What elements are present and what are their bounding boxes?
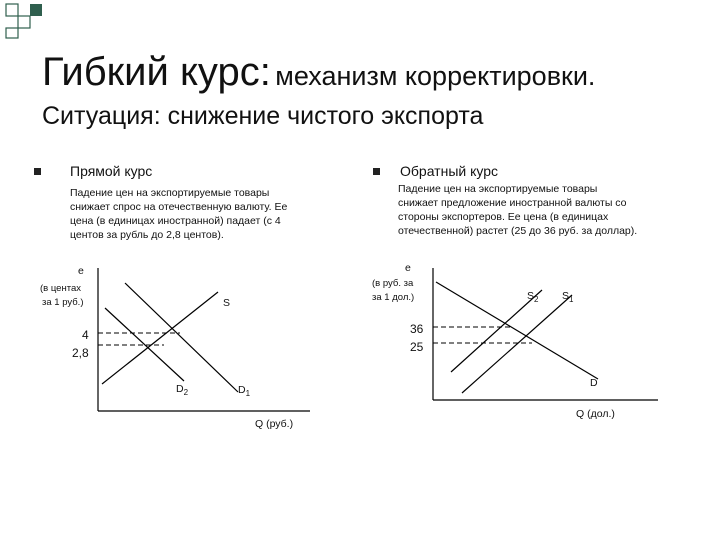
- right-s1-letter: S: [562, 290, 570, 302]
- left-tick-low: 2,8: [72, 346, 89, 360]
- right-demand-label: D: [590, 377, 598, 389]
- right-s2-sub: 2: [534, 295, 539, 305]
- paragraph-right-line: Падение цен на экспортируемые товары: [398, 183, 598, 195]
- left-d2-letter: D: [176, 383, 184, 395]
- title-main: Гибкий курс:: [42, 50, 271, 94]
- left-tick-high: 4: [82, 328, 89, 342]
- paragraph-right-line: снижает предложение иностранной валюты со: [398, 197, 627, 209]
- right-s2-letter: S: [527, 290, 535, 302]
- paragraph-right-line: стороны экспортеров. Ее цена (в единицах: [398, 211, 609, 223]
- right-s1-label: [562, 290, 573, 304]
- left-y-var-label: e: [78, 265, 84, 277]
- right-s2-label: [527, 290, 538, 304]
- bullet-heading-left: Прямой курс: [70, 163, 153, 179]
- title-sub: механизм корректировки.: [275, 61, 596, 91]
- right-tick-low: 25: [410, 340, 424, 354]
- right-tick-high: 36: [410, 322, 424, 336]
- left-d1-sub: 1: [245, 389, 251, 399]
- right-y-unit-line: (в руб. за: [372, 278, 414, 289]
- left-y-unit-line: за 1 руб.): [42, 297, 84, 308]
- right-demand-curve: [436, 282, 598, 379]
- left-x-label: Q (руб.): [255, 418, 294, 430]
- left-supply-label: S: [223, 297, 231, 309]
- right-y-var-label: e: [405, 262, 411, 274]
- slide-subtitle: Ситуация: снижение чистого экспорта: [42, 102, 484, 130]
- left-d1-letter: D: [238, 384, 246, 396]
- paragraph-left-line: цена (в единицах иностранной) падает (с 4: [70, 215, 281, 227]
- paragraph-right-line: отечественной) растет (25 до 36 руб. за доллар).: [398, 225, 638, 237]
- right-s1-sub: 1: [569, 295, 574, 305]
- left-d2-sub: 2: [183, 388, 189, 398]
- paragraph-left-line: Падение цен на экспортируемые товары: [70, 187, 270, 199]
- right-x-label: Q (дол.): [576, 408, 615, 420]
- right-supply-s1-curve: [462, 295, 572, 393]
- left-y-unit-line: (в центах: [40, 283, 81, 294]
- paragraph-left-line: центов за рубль до 2,8 центов).: [70, 229, 224, 241]
- right-y-unit-line: за 1 дол.): [372, 292, 415, 303]
- bullet-heading-right: Обратный курс: [400, 163, 498, 179]
- paragraph-left-line: снижает спрос на отечественную валюту. Ее: [70, 201, 288, 213]
